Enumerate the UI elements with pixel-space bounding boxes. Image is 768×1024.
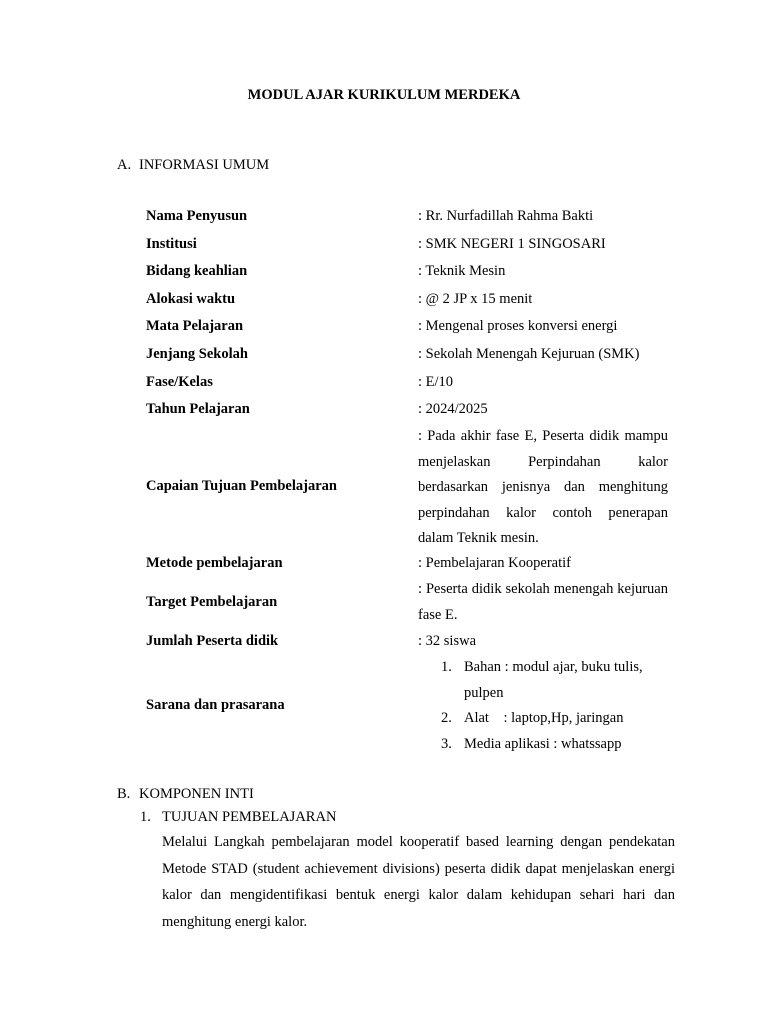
info-value: : Rr. Nurfadillah Rahma Bakti [418, 208, 594, 224]
info-value: : Pada akhir fase E, Peserta didik mampu menjelaskan Perpindahan kalor berdasarkan jenisnya dan menghitung perpindahan kalor contoh penerapan dalam Teknik mesin. [418, 428, 668, 546]
list-text: Alat : laptop,Hp, jaringan [464, 710, 624, 726]
tujuan-number: 1. [140, 809, 151, 825]
section-a-heading [117, 157, 269, 174]
document-title: MODUL AJAR KURIKULUM MERDEKA [247, 87, 521, 103]
info-label: Metode pembelajaran [146, 555, 283, 571]
info-label: Fase/Kelas [146, 374, 213, 390]
list-text: Bahan : modul ajar, buku tulis, pulpen [464, 659, 643, 701]
section-b-label: KOMPONEN INTI [139, 786, 254, 802]
section-a-number: A. [117, 157, 132, 173]
section-b-number: B. [117, 786, 131, 802]
tujuan-label: TUJUAN PEMBELAJARAN [162, 809, 337, 825]
list-item [418, 732, 668, 758]
info-value: : 2024/2025 [418, 401, 488, 417]
info-label: Jumlah Peserta didik [146, 633, 279, 649]
list-item [418, 655, 668, 706]
tujuan-paragraph: Melalui Langkah pembelajaran model kooperatif based learning dengan pendekatan Metode STAD (student achievement divisions) peserta didik dapat menjelaskan energi kalor dan mengidentifikasi bentuk energi kalor dalam kehidupan sehari hari dan menghitung energi kalor. [162, 834, 675, 930]
sarana-list [418, 655, 668, 757]
info-value: : Mengenal proses konversi energi [418, 318, 618, 334]
list-number: 1. [441, 659, 452, 675]
info-value: : Pembelajaran Kooperatif [418, 555, 571, 571]
info-label: Nama Penyusun [146, 208, 248, 224]
section-b-heading [117, 786, 254, 803]
info-label: Sarana dan prasarana [146, 697, 285, 713]
info-value: : SMK NEGERI 1 SINGOSARI [418, 236, 606, 252]
info-value: : Peserta didik sekolah menengah kejuruan fase E. [418, 581, 668, 623]
section-a-label: INFORMASI UMUM [139, 157, 270, 173]
info-value: : 32 siswa [418, 633, 476, 649]
info-value: : Sekolah Menengah Kejuruan (SMK) [418, 346, 640, 362]
info-label: Bidang keahlian [146, 263, 248, 279]
info-label: Jenjang Sekolah [146, 346, 248, 362]
info-value: : E/10 [418, 374, 454, 390]
info-value: : @ 2 JP x 15 menit [418, 291, 533, 307]
list-number: 2. [441, 710, 452, 726]
list-text: Media aplikasi : whatssapp [464, 735, 622, 752]
list-number: 3. [441, 735, 452, 752]
list-item [418, 706, 668, 732]
info-label: Tahun Pelajaran [146, 401, 250, 417]
tujuan-heading [140, 809, 336, 826]
info-label: Capaian Tujuan Pembelajaran [146, 478, 337, 494]
info-value: : Teknik Mesin [418, 263, 506, 279]
info-label: Mata Pelajaran [146, 318, 244, 334]
info-label: Institusi [146, 236, 197, 252]
info-label: Target Pembelajaran [146, 594, 278, 610]
info-label: Alokasi waktu [146, 291, 236, 307]
